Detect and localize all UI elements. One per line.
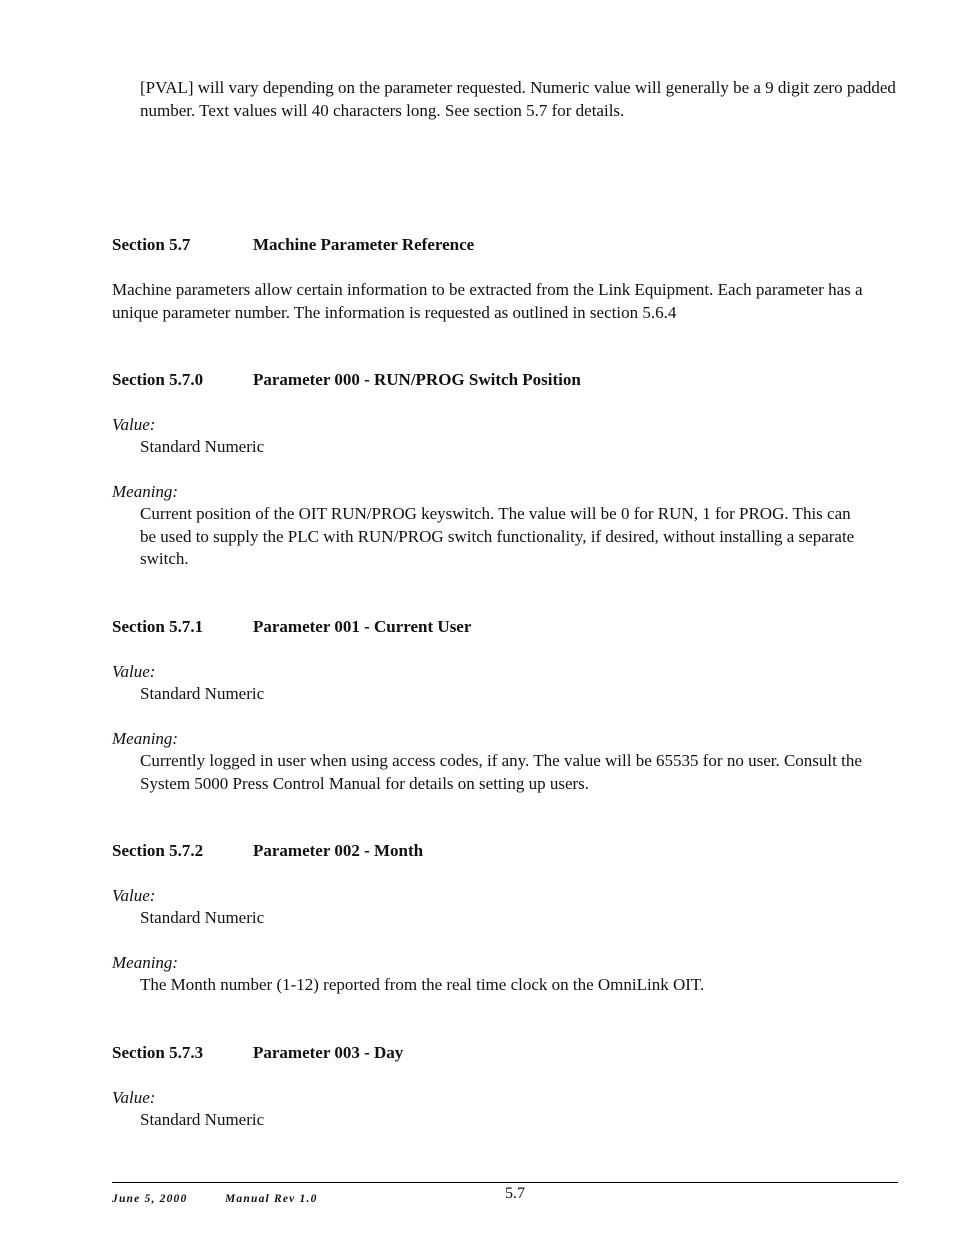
section-5-7-3-number: Section 5.7.3	[112, 1043, 204, 1062]
section-5-7-0-title: Parameter 000 - RUN/PROG Switch Position	[253, 370, 581, 389]
meaning-text: The Month number (1-12) reported from the real time clock on the OmniLink OIT.	[140, 975, 705, 994]
value-text: Standard Numeric	[140, 908, 265, 927]
section-5-7-body: Machine parameters allow certain information to be extracted from the Link Equipment. Each parameter has a unique parameter number. The information is requested as outlined in section 5.6.4	[112, 280, 863, 322]
value-text: Standard Numeric	[140, 437, 265, 456]
section-5-7-1-number: Section 5.7.1	[112, 617, 204, 636]
section-5-7-title: Machine Parameter Reference	[253, 235, 475, 254]
value-label: Value:	[112, 886, 156, 905]
footer-manual-rev: Manual Rev 1.0	[225, 1193, 318, 1205]
value-text: Standard Numeric	[140, 684, 265, 703]
value-text: Standard Numeric	[140, 1110, 265, 1129]
page-number: 5.7	[505, 1185, 525, 1202]
meaning-label: Meaning:	[112, 729, 179, 748]
meaning-text: Current position of the OIT RUN/PROG keyswitch. The value will be 0 for RUN, 1 for PROG. This can be used to supply the PLC with RUN/PROG switch functionality, if desired, without installing a separate switch.	[140, 504, 855, 568]
value-label: Value:	[112, 1088, 156, 1107]
section-5-7-2-number: Section 5.7.2	[112, 841, 204, 860]
section-5-7-3-title: Parameter 003 - Day	[253, 1043, 404, 1062]
value-label: Value:	[112, 415, 156, 434]
footer-date: June 5, 2000	[112, 1193, 188, 1205]
meaning-label: Meaning:	[112, 482, 179, 501]
meaning-label: Meaning:	[112, 953, 179, 972]
section-5-7-0-number: Section 5.7.0	[112, 370, 204, 389]
section-5-7-2-title: Parameter 002 - Month	[253, 841, 424, 860]
section-5-7-1-title: Parameter 001 - Current User	[253, 617, 472, 636]
section-5-7-number: Section 5.7	[112, 235, 191, 254]
intro-paragraph: [PVAL] will vary depending on the parameter requested. Numeric value will generally be a 9 digit zero padded number. Text values will 40 characters long. See section 5.7 for details.	[140, 78, 896, 120]
value-label: Value:	[112, 662, 156, 681]
meaning-text: Currently logged in user when using access codes, if any. The value will be 65535 for no user. Consult the System 5000 Press Control Manual for details on setting up users.	[140, 751, 862, 793]
